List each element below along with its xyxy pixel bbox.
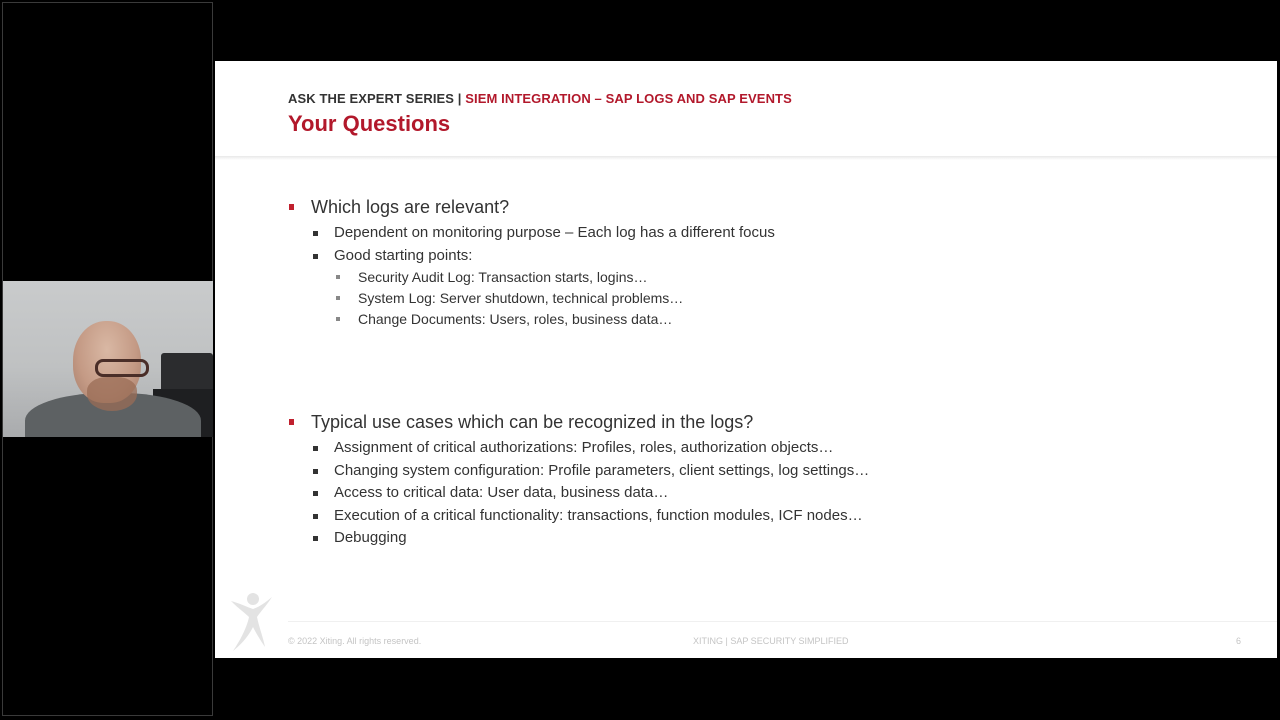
list-item-text: Debugging <box>334 529 407 546</box>
sub-list-item-text: Change Documents: Users, roles, business data… <box>358 311 673 327</box>
slide-series-line <box>288 91 792 106</box>
square-bullet-icon <box>313 254 318 259</box>
series-label: ASK THE EXPERT SERIES <box>288 91 455 106</box>
list-item <box>288 460 869 483</box>
footer-divider <box>288 621 1277 622</box>
sub-list-item <box>288 309 775 330</box>
list-item-text: Assignment of critical authorizations: Profiles, roles, authorization objects… <box>334 439 834 456</box>
small-square-bullet-icon <box>336 317 340 321</box>
footer-copyright: © 2022 Xiting. All rights reserved. <box>288 636 422 646</box>
presentation-slide <box>215 61 1277 658</box>
list-item <box>288 482 869 505</box>
page-number: 6 <box>1235 636 1241 646</box>
list-item-text: Execution of a critical functionality: transactions, function modules, ICF nodes… <box>334 506 863 524</box>
series-topic: SIEM INTEGRATION – SAP LOGS AND SAP EVENTS <box>465 91 792 106</box>
participant-video-tile[interactable] <box>3 281 213 437</box>
sub-list-item-text: Security Audit Log: Transaction starts, logins… <box>358 269 648 285</box>
list-item <box>288 527 869 550</box>
slide-title: Your Questions <box>288 111 451 136</box>
list-item-text: Good starting points: <box>334 246 473 264</box>
section-heading <box>288 195 775 219</box>
participant-beard <box>87 377 137 411</box>
sub-list-item <box>288 267 775 288</box>
header-divider <box>215 156 1277 160</box>
xiting-logo-icon <box>229 591 273 653</box>
red-square-bullet-icon <box>289 419 294 425</box>
series-separator: | <box>454 91 466 106</box>
list-item-text: Dependent on monitoring purpose – Each log has a different focus <box>334 224 775 241</box>
section-use-cases <box>288 410 869 550</box>
section-heading <box>288 410 869 434</box>
sub-list-item-text: System Log: Server shutdown, technical problems… <box>358 290 684 306</box>
section-relevant-logs <box>288 195 775 330</box>
list-item <box>288 222 775 245</box>
section-heading-text: Typical use cases which can be recognized in the logs? <box>311 412 754 432</box>
list-item-text: Changing system configuration: Profile parameters, client settings, log settings… <box>334 461 870 479</box>
background-printer <box>161 353 213 393</box>
square-bullet-icon <box>313 514 318 519</box>
square-bullet-icon <box>313 469 318 474</box>
section-heading-text: Which logs are relevant? <box>311 197 510 217</box>
square-bullet-icon <box>313 231 318 236</box>
square-bullet-icon <box>313 536 318 541</box>
list-item <box>288 505 869 528</box>
list-item-text: Access to critical data: User data, business data… <box>334 484 669 501</box>
list-item <box>288 245 775 268</box>
sub-list-item <box>288 288 775 309</box>
footer-brand: XITING | SAP SECURITY SIMPLIFIED <box>693 636 849 646</box>
square-bullet-icon <box>313 446 318 451</box>
square-bullet-icon <box>313 491 318 496</box>
list-item <box>288 437 869 460</box>
red-square-bullet-icon <box>289 204 294 210</box>
small-square-bullet-icon <box>336 296 340 300</box>
participant-glasses <box>95 359 149 377</box>
small-square-bullet-icon <box>336 275 340 279</box>
